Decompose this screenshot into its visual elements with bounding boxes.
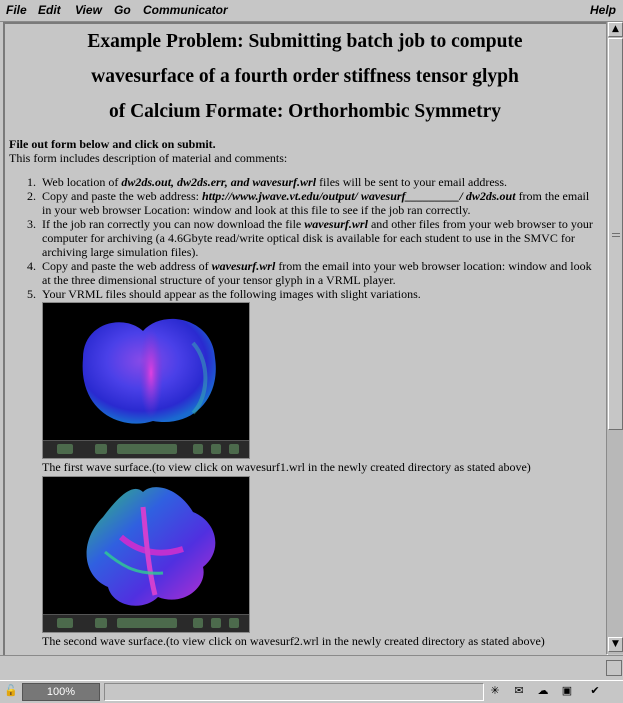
vrml-controls-1[interactable] [43, 440, 249, 458]
content-frame [3, 22, 608, 657]
navigator-icon[interactable]: ✳ [490, 685, 500, 697]
step-5: 5. Your VRML files should appear as the following images with slight variations. The first wave surface.(to view click on wavesurf1.wrl in the newly created directory as stated above) The second wave surface.(to view click on wavesurf2.wrl in the newly created directory as stated above) [39, 287, 601, 648]
vertical-scrollbar[interactable] [606, 22, 623, 654]
mail-icon[interactable]: ✉ [514, 685, 524, 697]
menu-go[interactable]: Go [114, 3, 131, 17]
status-bar [0, 680, 623, 703]
image-1-caption: The first wave surface.(to view click on wavesurf1.wrl in the newly created directory as stated above) [42, 460, 531, 474]
wave-surface-image-1 [42, 302, 250, 459]
menu-bar [0, 0, 623, 22]
page-content [9, 24, 601, 650]
scroll-thumb[interactable] [608, 38, 623, 430]
menu-view[interactable]: View [75, 3, 102, 17]
menu-communicator[interactable]: Communicator [143, 3, 228, 17]
scroll-grip [612, 233, 620, 234]
step-3: 3. If the job ran correctly you can now download the file wavesurf.wrl and other files from your web browser to your computer for archiving (a 4.6Gbyte read/write optical disk is available for each student to use in the SMVC for archiving large simulation files). [39, 217, 601, 259]
composer-icon[interactable]: ▣ [561, 685, 573, 697]
page-title-line1: Example Problem: Submitting batch job to compute [87, 31, 523, 52]
page-title-line3: of Calcium Formate: Orthorhombic Symmetry [108, 101, 502, 122]
step-2: 2. Copy and paste the web address: http://www.jwave.vt.edu/output/ wavesurf_________/ dw2ds.out from the email in your web browser Location: window and look at this file to see if the job ran correctly. [39, 189, 601, 217]
zoom-indicator: 100% [22, 683, 100, 701]
file-names: dw2ds.out, dw2ds.err, and wavesurf.wrl [121, 175, 317, 189]
step-1: 1. Web location of dw2ds.out, dw2ds.err, and wavesurf.wrl files will be sent to your email address. [39, 175, 601, 189]
menu-edit[interactable]: Edit [38, 3, 61, 17]
status-message [104, 683, 484, 701]
component-tray [486, 683, 620, 701]
step-4: 4. Copy and paste the web address of wavesurf.wrl from the email into your web browser location: window and look at the three dimensional structure of your tensor glyph in a VRML player. [39, 259, 601, 287]
scroll-down-arrow-icon[interactable]: ▼ [608, 637, 623, 652]
vrml-controls-2[interactable] [43, 614, 249, 632]
wave-surface-1-graphic [43, 303, 249, 441]
security-lock-icon[interactable]: 🔓 [4, 685, 18, 697]
form-heading: File out form below and click on submit. [9, 137, 216, 151]
horizontal-strip [0, 655, 623, 681]
form-description: This form includes description of material and comments: [9, 151, 288, 165]
resize-corner[interactable] [606, 660, 622, 676]
wave-surface-image-2 [42, 476, 250, 633]
discussions-icon[interactable]: ☁ [537, 685, 549, 697]
image-2-caption: The second wave surface.(to view click on wavesurf2.wrl in the newly created directory as stated above) [42, 634, 545, 648]
wrl-file-name: wavesurf.wrl [304, 217, 368, 231]
steps-list [9, 175, 601, 648]
checkmark-icon[interactable]: ✔ [590, 685, 600, 697]
wrl-file-name-2: wavesurf.wrl [211, 259, 276, 273]
intro-block [9, 137, 601, 165]
output-web-address: http://www.jwave.vt.edu/output/ wavesurf_________/ dw2ds.out [201, 189, 516, 203]
wave-surface-2-graphic [43, 477, 249, 615]
page-title-line2: wavesurface of a fourth order stiffness tensor glyph [91, 66, 519, 87]
menu-help[interactable]: Help [590, 3, 617, 17]
scroll-grip-2 [612, 236, 620, 237]
scroll-up-arrow-icon[interactable]: ▲ [608, 22, 623, 37]
menu-file[interactable]: File [6, 3, 27, 17]
